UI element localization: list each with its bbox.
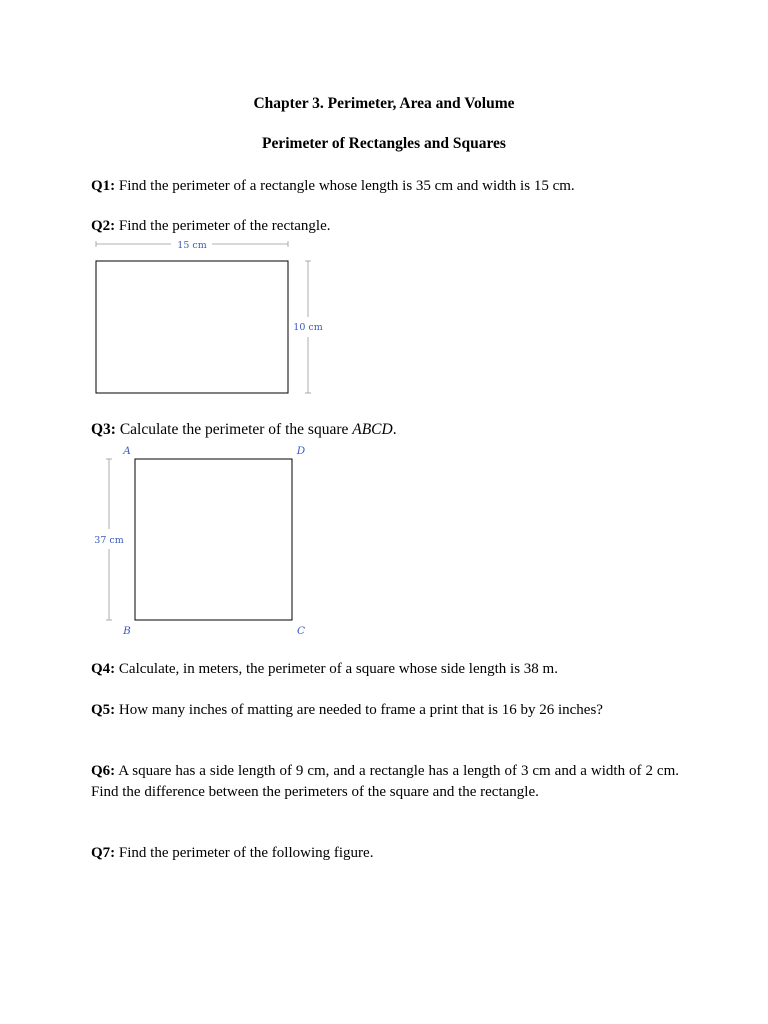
side-label: 37 cm xyxy=(94,535,124,546)
question-text: Find the perimeter of a rectangle whose length is 35 cm and width is 15 cm. xyxy=(118,178,575,194)
question-label: Q2: xyxy=(91,218,116,234)
rectangle-figure xyxy=(85,234,345,398)
question-6 xyxy=(91,761,679,802)
question-5 xyxy=(91,700,679,721)
question-text: Find the perimeter of the rectangle. xyxy=(118,218,331,234)
question-text: How many inches of matting are needed to frame a print that is 16 by 26 inches? xyxy=(118,702,603,718)
question-label: Q3: xyxy=(91,421,116,438)
question-label: Q7: xyxy=(91,845,116,861)
question-text: Calculate, in meters, the perimeter of a square whose side length is 38 m. xyxy=(118,661,558,677)
square-shape xyxy=(135,459,292,620)
question-3 xyxy=(91,420,679,441)
question-label: Q1: xyxy=(91,178,116,194)
question-text-end: . xyxy=(392,421,397,438)
question-text: A square has a side length of 9 cm, and a rectangle has a length of 3 cm and a width of 2 cm. Find the difference between the perimeters of the square and the rectangle. xyxy=(91,763,679,800)
question-text: Calculate the perimeter of the square xyxy=(119,421,353,438)
height-label: 10 cm xyxy=(293,322,323,333)
question-4 xyxy=(91,659,679,680)
vertex-label-b: B xyxy=(123,625,131,637)
question-text: Find the perimeter of the following figure. xyxy=(118,845,374,861)
square-name: ABCD xyxy=(352,421,393,438)
question-label: Q5: xyxy=(91,702,116,718)
question-label: Q4: xyxy=(91,661,116,677)
vertex-label-a: A xyxy=(123,445,131,457)
question-7 xyxy=(91,843,679,864)
square-figure xyxy=(85,440,325,642)
rectangle-shape xyxy=(96,261,288,393)
vertex-label-c: C xyxy=(296,625,306,637)
width-label: 15 cm xyxy=(177,240,207,251)
section-title: Perimeter of Rectangles and Squares xyxy=(262,135,506,152)
question-1 xyxy=(91,176,679,197)
chapter-title: Chapter 3. Perimeter, Area and Volume xyxy=(253,95,515,112)
question-label: Q6: xyxy=(91,763,116,779)
vertex-label-d: D xyxy=(296,445,306,457)
